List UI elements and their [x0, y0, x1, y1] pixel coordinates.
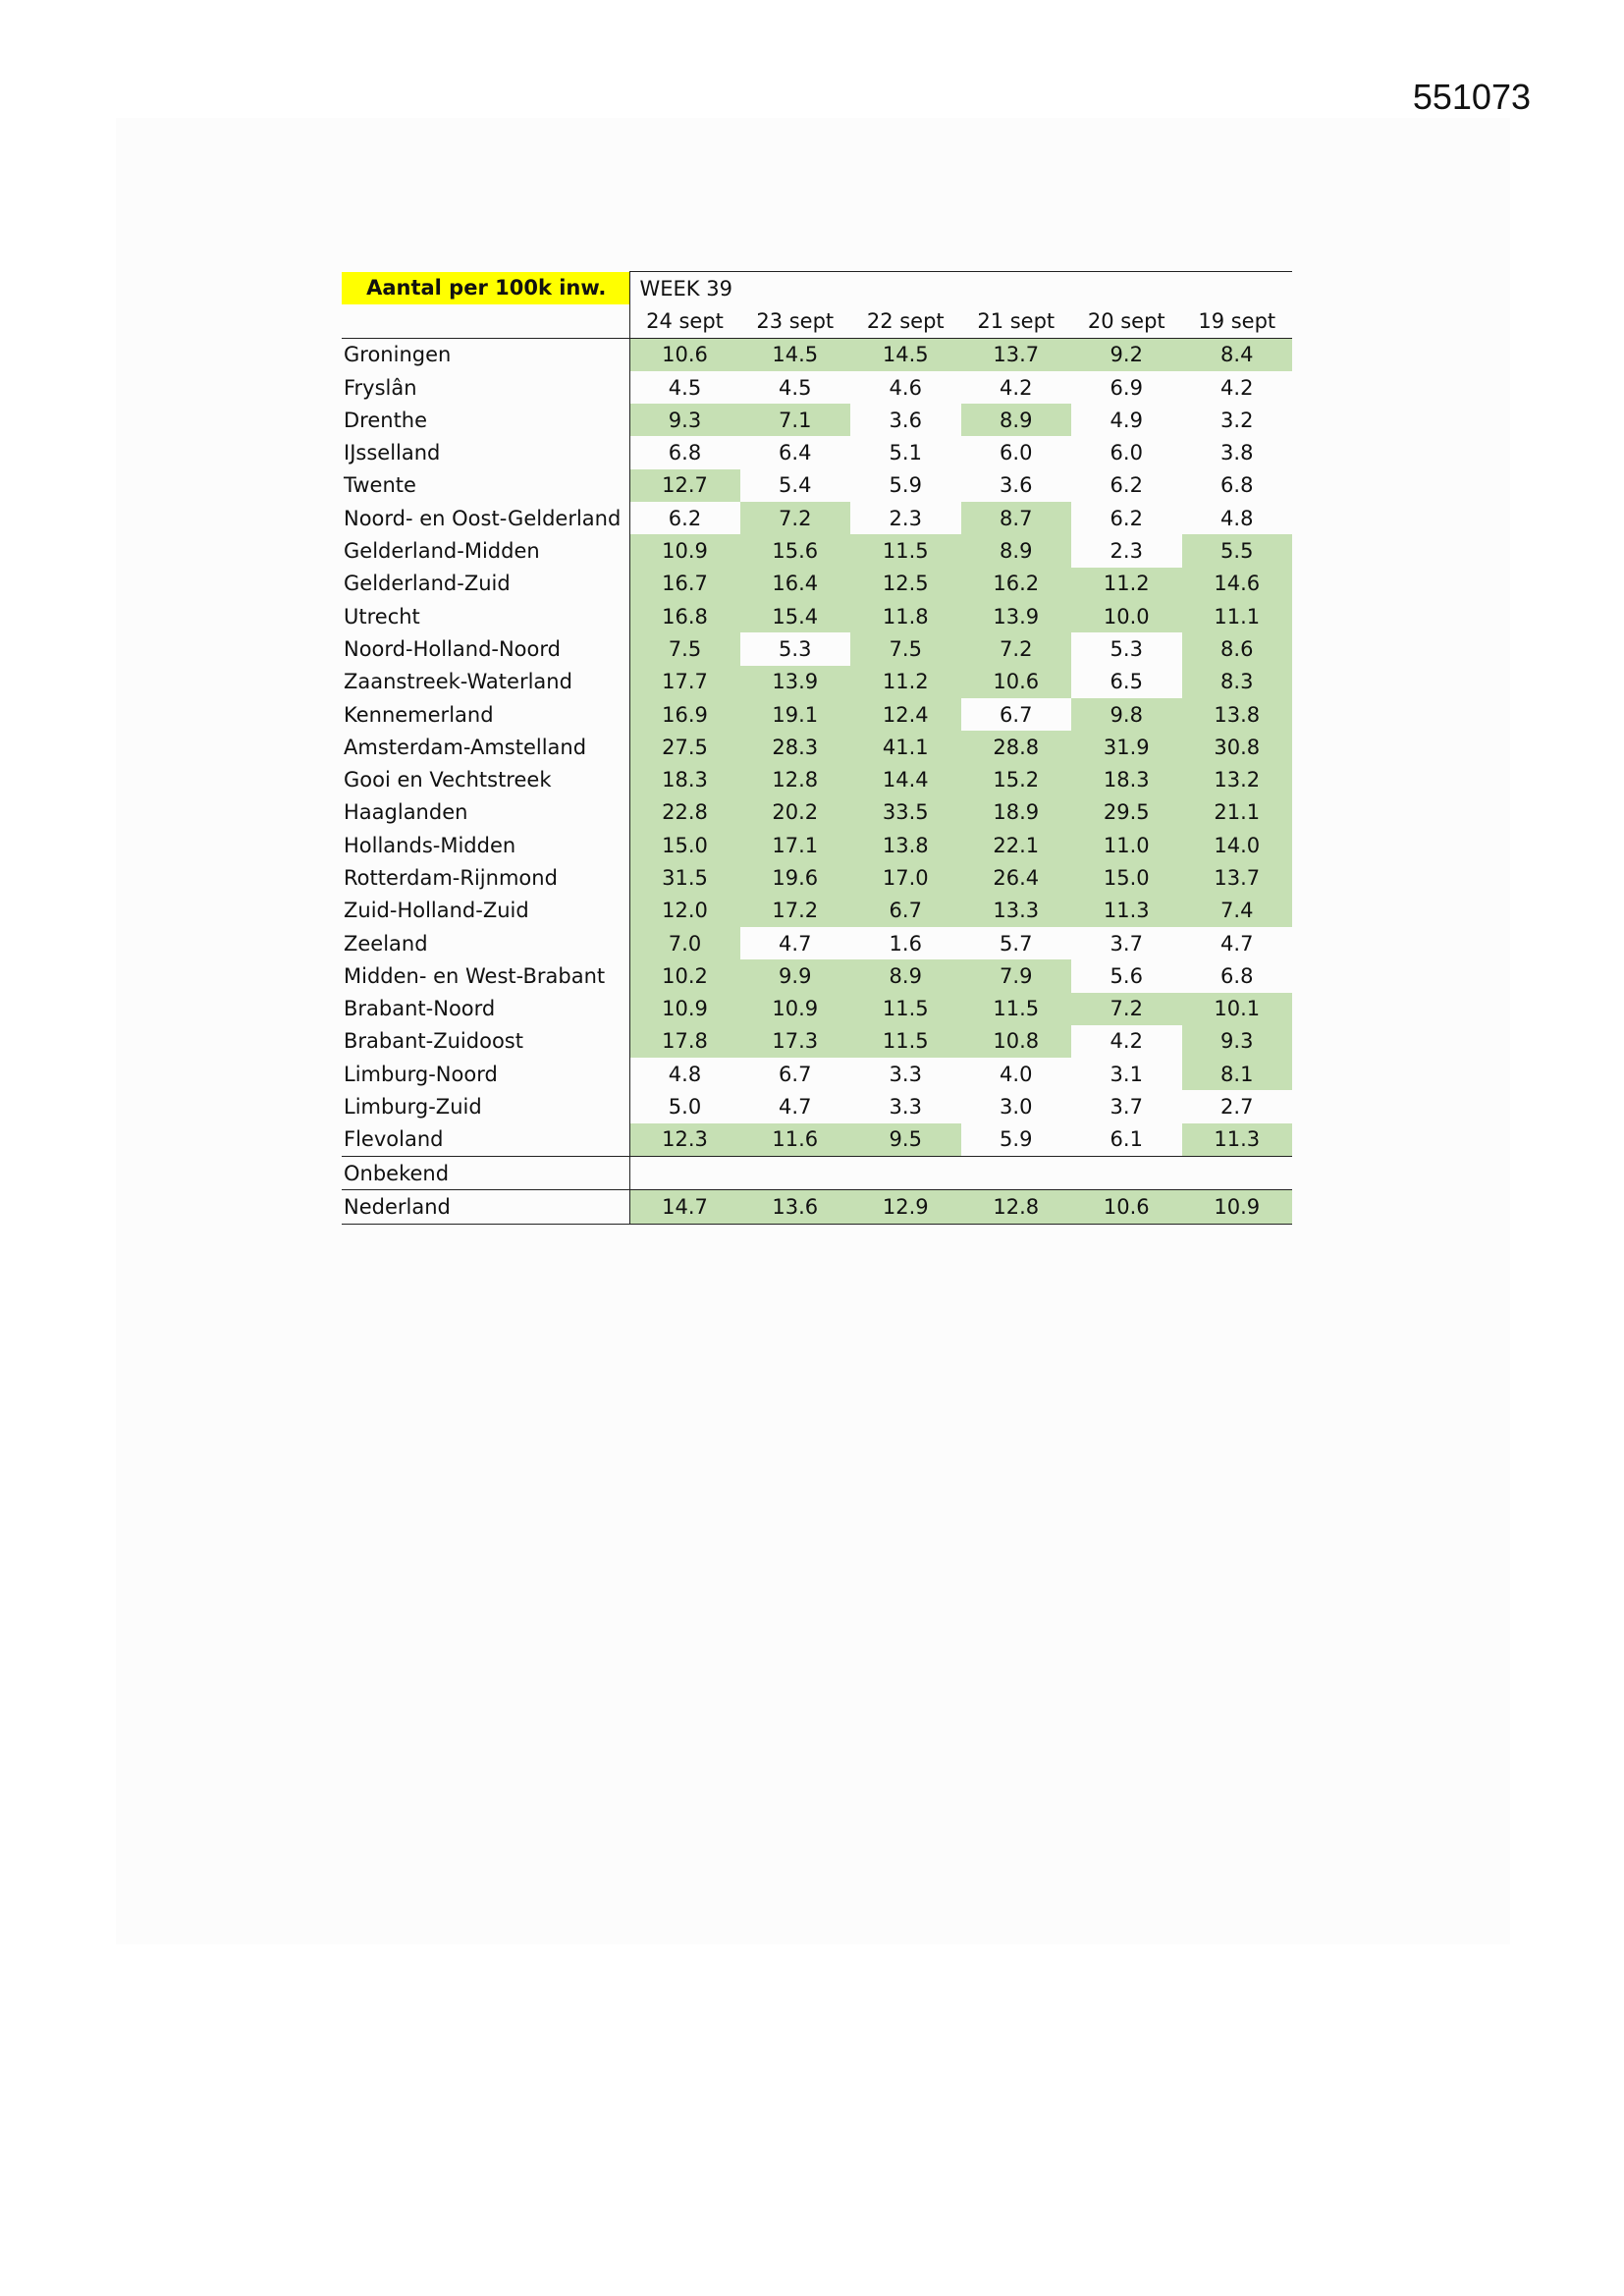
value-cell: 28.3: [740, 731, 851, 763]
value-cell: 13.8: [1182, 698, 1293, 731]
value-cell: 16.4: [740, 568, 851, 600]
table-body: [342, 338, 1292, 1224]
value-cell: 4.7: [1220, 931, 1254, 956]
value-cell: 31.9: [1071, 731, 1182, 763]
value-cell: 6.7: [850, 895, 961, 927]
value-cell: 8.9: [850, 959, 961, 992]
value-cell: 3.8: [1220, 441, 1254, 465]
table-row: [342, 404, 1292, 436]
region-name: Flevoland: [342, 1123, 629, 1157]
table-row: [342, 895, 1292, 927]
value-cell: 2.7: [1220, 1095, 1254, 1120]
value-cell: 6.4: [779, 441, 812, 465]
value-cell: 15.6: [740, 534, 851, 567]
value-cell: 17.8: [629, 1025, 740, 1058]
value-cell: 22.8: [629, 796, 740, 829]
region-name: Zeeland: [342, 927, 629, 959]
table-title: Aantal per 100k inw.: [342, 272, 629, 305]
date-header: 21 sept: [961, 304, 1072, 338]
value-cell: 11.5: [850, 1025, 961, 1058]
value-cell: 4.5: [779, 375, 812, 400]
value-cell: 4.6: [889, 375, 922, 400]
table-row: [342, 1025, 1292, 1058]
value-cell: 3.6: [889, 408, 922, 432]
value-cell: 11.2: [1071, 568, 1182, 600]
region-name: Gooi en Vechtstreek: [342, 763, 629, 795]
value-cell: 4.5: [668, 375, 702, 400]
value-cell: 16.7: [629, 568, 740, 600]
value-cell: 14.0: [1182, 829, 1293, 861]
table-row: [342, 666, 1292, 698]
value-cell: 8.6: [1182, 632, 1293, 665]
value-cell: 17.3: [740, 1025, 851, 1058]
value-cell: 6.8: [1220, 473, 1254, 498]
value-cell: 15.0: [1071, 861, 1182, 894]
value-cell: 5.7: [1000, 931, 1033, 956]
value-cell: 1.6: [889, 931, 922, 956]
value-cell: 12.8: [740, 763, 851, 795]
value-cell: 11.1: [1182, 600, 1293, 632]
value-cell: 9.3: [1182, 1025, 1293, 1058]
value-cell: 4.2: [1000, 375, 1033, 400]
table-row: [342, 1090, 1292, 1122]
table-row: [342, 731, 1292, 763]
value-cell: 16.9: [629, 698, 740, 731]
value-cell: [1071, 1157, 1182, 1190]
region-name: IJsselland: [342, 436, 629, 468]
table-row: [342, 1123, 1292, 1157]
value-cell: 5.9: [889, 473, 922, 498]
value-cell: [740, 1157, 851, 1190]
value-cell: 11.2: [850, 666, 961, 698]
region-name: Brabant-Noord: [342, 993, 629, 1025]
value-cell: 7.2: [1071, 993, 1182, 1025]
value-cell: 3.3: [889, 1062, 922, 1086]
value-cell: 9.9: [740, 959, 851, 992]
value-cell: 11.5: [850, 534, 961, 567]
table-row: [342, 763, 1292, 795]
value-cell: 6.2: [1110, 473, 1143, 498]
value-cell: 5.5: [1182, 534, 1293, 567]
region-name: Rotterdam-Rijnmond: [342, 861, 629, 894]
value-cell: 6.5: [1110, 670, 1143, 694]
region-name: Nederland: [342, 1190, 629, 1224]
value-cell: 14.5: [740, 338, 851, 371]
value-cell: 22.1: [961, 829, 1072, 861]
value-cell: 6.7: [779, 1062, 812, 1086]
value-cell: 14.7: [629, 1190, 740, 1224]
region-name: Zuid-Holland-Zuid: [342, 895, 629, 927]
value-cell: 3.3: [889, 1095, 922, 1120]
region-name: Fryslân: [342, 371, 629, 404]
value-cell: 5.4: [779, 473, 812, 498]
value-cell: 9.3: [629, 404, 740, 436]
region-header-empty: [342, 304, 629, 338]
value-cell: 6.9: [1110, 375, 1143, 400]
value-cell: 16.8: [629, 600, 740, 632]
value-cell: 17.0: [850, 861, 961, 894]
value-cell: 19.6: [740, 861, 851, 894]
value-cell: 11.8: [850, 600, 961, 632]
value-cell: 7.1: [740, 404, 851, 436]
value-cell: 6.8: [668, 441, 702, 465]
value-cell: [850, 1157, 961, 1190]
value-cell: 20.2: [740, 796, 851, 829]
table-row: [342, 568, 1292, 600]
value-cell: 26.4: [961, 861, 1072, 894]
week-label: WEEK 39: [629, 272, 1292, 305]
value-cell: [629, 1157, 740, 1190]
value-cell: 16.2: [961, 568, 1072, 600]
value-cell: 12.9: [850, 1190, 961, 1224]
value-cell: 13.7: [961, 338, 1072, 371]
value-cell: 13.2: [1182, 763, 1293, 795]
region-name: Drenthe: [342, 404, 629, 436]
value-cell: 11.6: [740, 1123, 851, 1157]
table-row: [342, 469, 1292, 502]
value-cell: 3.7: [1110, 931, 1143, 956]
region-name: Utrecht: [342, 600, 629, 632]
value-cell: 12.4: [850, 698, 961, 731]
table-row: [342, 1058, 1292, 1090]
table-row: [342, 993, 1292, 1025]
value-cell: 5.3: [779, 636, 812, 661]
value-cell: 13.3: [961, 895, 1072, 927]
region-name: Twente: [342, 469, 629, 502]
value-cell: 15.0: [629, 829, 740, 861]
value-cell: 15.2: [961, 763, 1072, 795]
table-row: [342, 861, 1292, 894]
value-cell: 14.4: [850, 763, 961, 795]
region-name: Limburg-Zuid: [342, 1090, 629, 1122]
value-cell: 14.6: [1182, 568, 1293, 600]
value-cell: 10.0: [1071, 600, 1182, 632]
value-cell: 10.6: [961, 666, 1072, 698]
value-cell: 4.8: [668, 1062, 702, 1086]
value-cell: 31.5: [629, 861, 740, 894]
value-cell: 8.9: [961, 534, 1072, 567]
value-cell: 10.9: [629, 993, 740, 1025]
value-cell: 17.1: [740, 829, 851, 861]
table-row: [342, 959, 1292, 992]
region-name: Zaanstreek-Waterland: [342, 666, 629, 698]
value-cell: [1182, 1157, 1293, 1190]
table-header-row-week: [342, 272, 1292, 305]
value-cell: 18.3: [629, 763, 740, 795]
region-name: Amsterdam-Amstelland: [342, 731, 629, 763]
value-cell: 29.5: [1071, 796, 1182, 829]
value-cell: 5.3: [1110, 636, 1143, 661]
value-cell: 11.5: [961, 993, 1072, 1025]
value-cell: 7.2: [740, 502, 851, 534]
value-cell: 12.8: [961, 1190, 1072, 1224]
date-header: 20 sept: [1071, 304, 1182, 338]
value-cell: 19.1: [740, 698, 851, 731]
value-cell: 15.4: [740, 600, 851, 632]
value-cell: 11.3: [1071, 895, 1182, 927]
value-cell: [961, 1157, 1072, 1190]
value-cell: 7.9: [961, 959, 1072, 992]
value-cell: 13.7: [1182, 861, 1293, 894]
value-cell: 7.4: [1182, 895, 1293, 927]
table-row-total: [342, 1190, 1292, 1224]
value-cell: 6.0: [1110, 441, 1143, 465]
value-cell: 18.3: [1071, 763, 1182, 795]
value-cell: 3.6: [1000, 473, 1033, 498]
value-cell: 4.0: [1000, 1062, 1033, 1086]
value-cell: 3.1: [1110, 1062, 1143, 1086]
value-cell: 3.2: [1220, 408, 1254, 432]
value-cell: 7.0: [629, 927, 740, 959]
region-name: Haaglanden: [342, 796, 629, 829]
value-cell: 5.1: [889, 441, 922, 465]
value-cell: 7.5: [850, 632, 961, 665]
region-name: Gelderland-Midden: [342, 534, 629, 567]
region-name: Midden- en West-Brabant: [342, 959, 629, 992]
value-cell: 10.9: [1182, 1190, 1293, 1224]
table-row: [342, 338, 1292, 371]
value-cell: 12.0: [629, 895, 740, 927]
value-cell: 8.4: [1182, 338, 1293, 371]
value-cell: 2.3: [1110, 539, 1143, 564]
table-row: [342, 502, 1292, 534]
region-name: Hollands-Midden: [342, 829, 629, 861]
value-cell: 7.2: [961, 632, 1072, 665]
value-cell: 9.2: [1071, 338, 1182, 371]
value-cell: 30.8: [1182, 731, 1293, 763]
value-cell: 9.8: [1071, 698, 1182, 731]
value-cell: 5.0: [668, 1095, 702, 1120]
value-cell: 8.9: [961, 404, 1072, 436]
value-cell: 12.5: [850, 568, 961, 600]
value-cell: 3.7: [1110, 1095, 1143, 1120]
value-cell: 11.0: [1071, 829, 1182, 861]
value-cell: 41.1: [850, 731, 961, 763]
table-row: [342, 436, 1292, 468]
cases-per-100k-table: [342, 271, 1292, 1225]
table-row: [342, 698, 1292, 731]
value-cell: 13.9: [740, 666, 851, 698]
value-cell: 8.3: [1182, 666, 1293, 698]
value-cell: 13.6: [740, 1190, 851, 1224]
value-cell: 4.2: [1220, 375, 1254, 400]
value-cell: 13.8: [850, 829, 961, 861]
value-cell: 14.5: [850, 338, 961, 371]
value-cell: 13.9: [961, 600, 1072, 632]
value-cell: 21.1: [1182, 796, 1293, 829]
value-cell: 17.2: [740, 895, 851, 927]
value-cell: 10.6: [1071, 1190, 1182, 1224]
table-row: [342, 829, 1292, 861]
table-row: [342, 632, 1292, 665]
value-cell: 6.1: [1110, 1127, 1143, 1152]
value-cell: 4.7: [779, 931, 812, 956]
table-row-unknown: [342, 1157, 1292, 1190]
value-cell: 17.7: [629, 666, 740, 698]
region-name: Brabant-Zuidoost: [342, 1025, 629, 1058]
value-cell: 10.6: [629, 338, 740, 371]
table-row: [342, 927, 1292, 959]
region-name: Noord- en Oost-Gelderland: [342, 502, 629, 534]
region-name: Gelderland-Zuid: [342, 568, 629, 600]
value-cell: 27.5: [629, 731, 740, 763]
table-row: [342, 534, 1292, 567]
value-cell: 10.9: [629, 534, 740, 567]
value-cell: 6.7: [1000, 702, 1033, 727]
value-cell: 5.9: [1000, 1127, 1033, 1152]
table-header-row-dates: [342, 304, 1292, 338]
value-cell: 10.9: [740, 993, 851, 1025]
value-cell: 11.3: [1182, 1123, 1293, 1157]
value-cell: 6.2: [1110, 506, 1143, 530]
value-cell: 33.5: [850, 796, 961, 829]
value-cell: 4.9: [1110, 408, 1143, 432]
value-cell: 10.2: [629, 959, 740, 992]
value-cell: 6.8: [1220, 963, 1254, 988]
value-cell: 10.1: [1182, 993, 1293, 1025]
value-cell: 11.5: [850, 993, 961, 1025]
region-name: Noord-Holland-Noord: [342, 632, 629, 665]
value-cell: 12.7: [629, 469, 740, 502]
value-cell: 7.5: [629, 632, 740, 665]
date-header: 24 sept: [629, 304, 740, 338]
table-row: [342, 600, 1292, 632]
value-cell: 2.3: [889, 506, 922, 530]
date-header: 23 sept: [740, 304, 851, 338]
value-cell: 4.2: [1110, 1029, 1143, 1054]
date-header: 22 sept: [850, 304, 961, 338]
value-cell: 12.3: [629, 1123, 740, 1157]
value-cell: 28.8: [961, 731, 1072, 763]
region-name: Kennemerland: [342, 698, 629, 731]
value-cell: 8.1: [1182, 1058, 1293, 1090]
value-cell: 5.6: [1110, 963, 1143, 988]
value-cell: 4.8: [1220, 506, 1254, 530]
value-cell: 18.9: [961, 796, 1072, 829]
table-row: [342, 796, 1292, 829]
value-cell: 4.7: [779, 1095, 812, 1120]
value-cell: 9.5: [850, 1123, 961, 1157]
table-row: [342, 371, 1292, 404]
value-cell: 8.7: [961, 502, 1072, 534]
region-name: Groningen: [342, 338, 629, 371]
document-id: 551073: [1412, 77, 1531, 117]
value-cell: 6.2: [668, 506, 702, 530]
value-cell: 10.8: [961, 1025, 1072, 1058]
region-name: Onbekend: [342, 1157, 629, 1190]
date-header: 19 sept: [1182, 304, 1293, 338]
region-name: Limburg-Noord: [342, 1058, 629, 1090]
value-cell: 6.0: [1000, 441, 1033, 465]
value-cell: 3.0: [1000, 1095, 1033, 1120]
